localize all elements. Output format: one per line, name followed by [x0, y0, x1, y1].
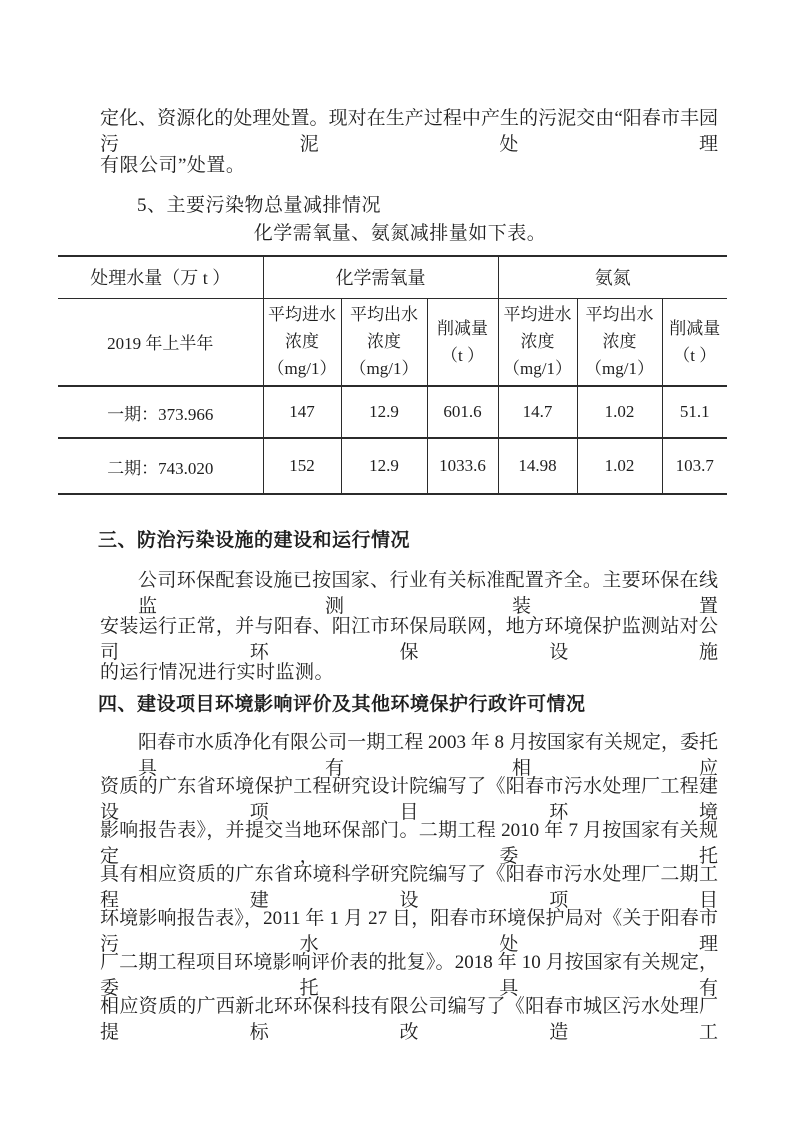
table-cell: 12.9 [341, 386, 427, 438]
paragraph-line: 影响报告表》，并提交当地环保部门。二期工程 2010 年 7 月按国家有关规定，委托 [100, 820, 718, 867]
paragraph-line: 相应资质的广西新北环环保科技有限公司编写了《阳春市城区污水处理厂提标改造工 [100, 996, 718, 1043]
paragraph-line: 厂二期工程项目环境影响评价表的批复》。2018 年 10 月按国家有关规定，委托具有 [100, 952, 718, 999]
header-cell-cod-outflow: 平均出水 浓度 （mg/1） [341, 298, 427, 386]
paragraph-line: 安装运行正常，并与阳春、阳江市环保局联网，地方环境保护监测站对公司环保设施 [100, 616, 718, 663]
list-item-5-heading: 5、主要污染物总量减排情况 [137, 195, 382, 216]
paragraph-line: 的运行情况进行实时监测。 [100, 662, 335, 683]
emissions-table [58, 255, 727, 495]
header-cell-cod-reduction: 削减量 （t ） [427, 298, 498, 386]
paragraph-line: 定化、资源化的处理处置。现对在生产过程中产生的污泥交由“阳春市丰园污泥处理 [100, 108, 718, 155]
paragraph-line: 具有相应资质的广东省环境科学研究院编写了《阳春市污水处理厂二期工程建设项目 [100, 864, 718, 911]
header-cell-nh3-outflow: 平均出水 浓度 （mg/1） [577, 298, 662, 386]
table-caption: 化学需氧量、氨氮减排量如下表。 [253, 223, 547, 244]
paragraph-line: 公司环保配套设施已按国家、行业有关标准配置齐全。主要环保在线监测装置 [138, 570, 718, 617]
table-cell: 103.7 [675, 456, 714, 475]
table-cell: 1.02 [577, 438, 662, 494]
table-header-sub-row [58, 298, 727, 386]
table-cell: 14.98 [498, 438, 577, 494]
table-cell: 1033.6 [427, 438, 498, 494]
paragraph-line: 资质的广东省环境保护工程研究设计院编写了《阳春市污水处理厂工程建设项目环境 [100, 776, 718, 823]
paragraph-line: 环境影响报告表》，2011 年 1 月 27 日，阳春市环境保护局对《关于阳春市污水处理 [100, 908, 718, 955]
table-cell: 1.02 [577, 386, 662, 438]
table-cell: 二期：743.020 [58, 438, 263, 494]
table-cell: 51.1 [662, 386, 727, 438]
section-3-heading: 三、防治污染设施的建设和运行情况 [98, 530, 411, 551]
paragraph-line: 有限公司”处置。 [100, 155, 246, 176]
table-cell: 152 [263, 438, 341, 494]
table-cell: 14.7 [498, 386, 577, 438]
section-4-heading: 四、建设项目环境影响评价及其他环境保护行政许可情况 [98, 694, 586, 715]
header-cell-nh3-inflow: 平均进水 浓度 （mg/1） [498, 298, 577, 386]
table-cell: 601.6 [427, 386, 498, 438]
header-cell-nh3-group: 氨氮 [498, 256, 727, 298]
table-cell: 147 [263, 386, 341, 438]
table-row [58, 386, 727, 438]
header-cell-cod-inflow: 平均进水 浓度 （mg/1） [263, 298, 341, 386]
table-row [58, 438, 727, 494]
table-cell: 12.9 [341, 438, 427, 494]
header-cell-cod-group: 化学需氧量 [263, 256, 498, 298]
header-cell-period: 2019 年上半年 [58, 298, 263, 386]
header-cell-nh3-reduction: 削减量 （t ） [662, 298, 727, 386]
table-cell: 一期：373.966 [58, 386, 263, 438]
table-header-group-row [58, 256, 727, 298]
header-cell-water-volume: 处理水量（万 t ） [58, 256, 263, 298]
paragraph-line: 阳春市水质净化有限公司一期工程 2003 年 8 月按国家有关规定，委托具有相应 [138, 732, 718, 779]
